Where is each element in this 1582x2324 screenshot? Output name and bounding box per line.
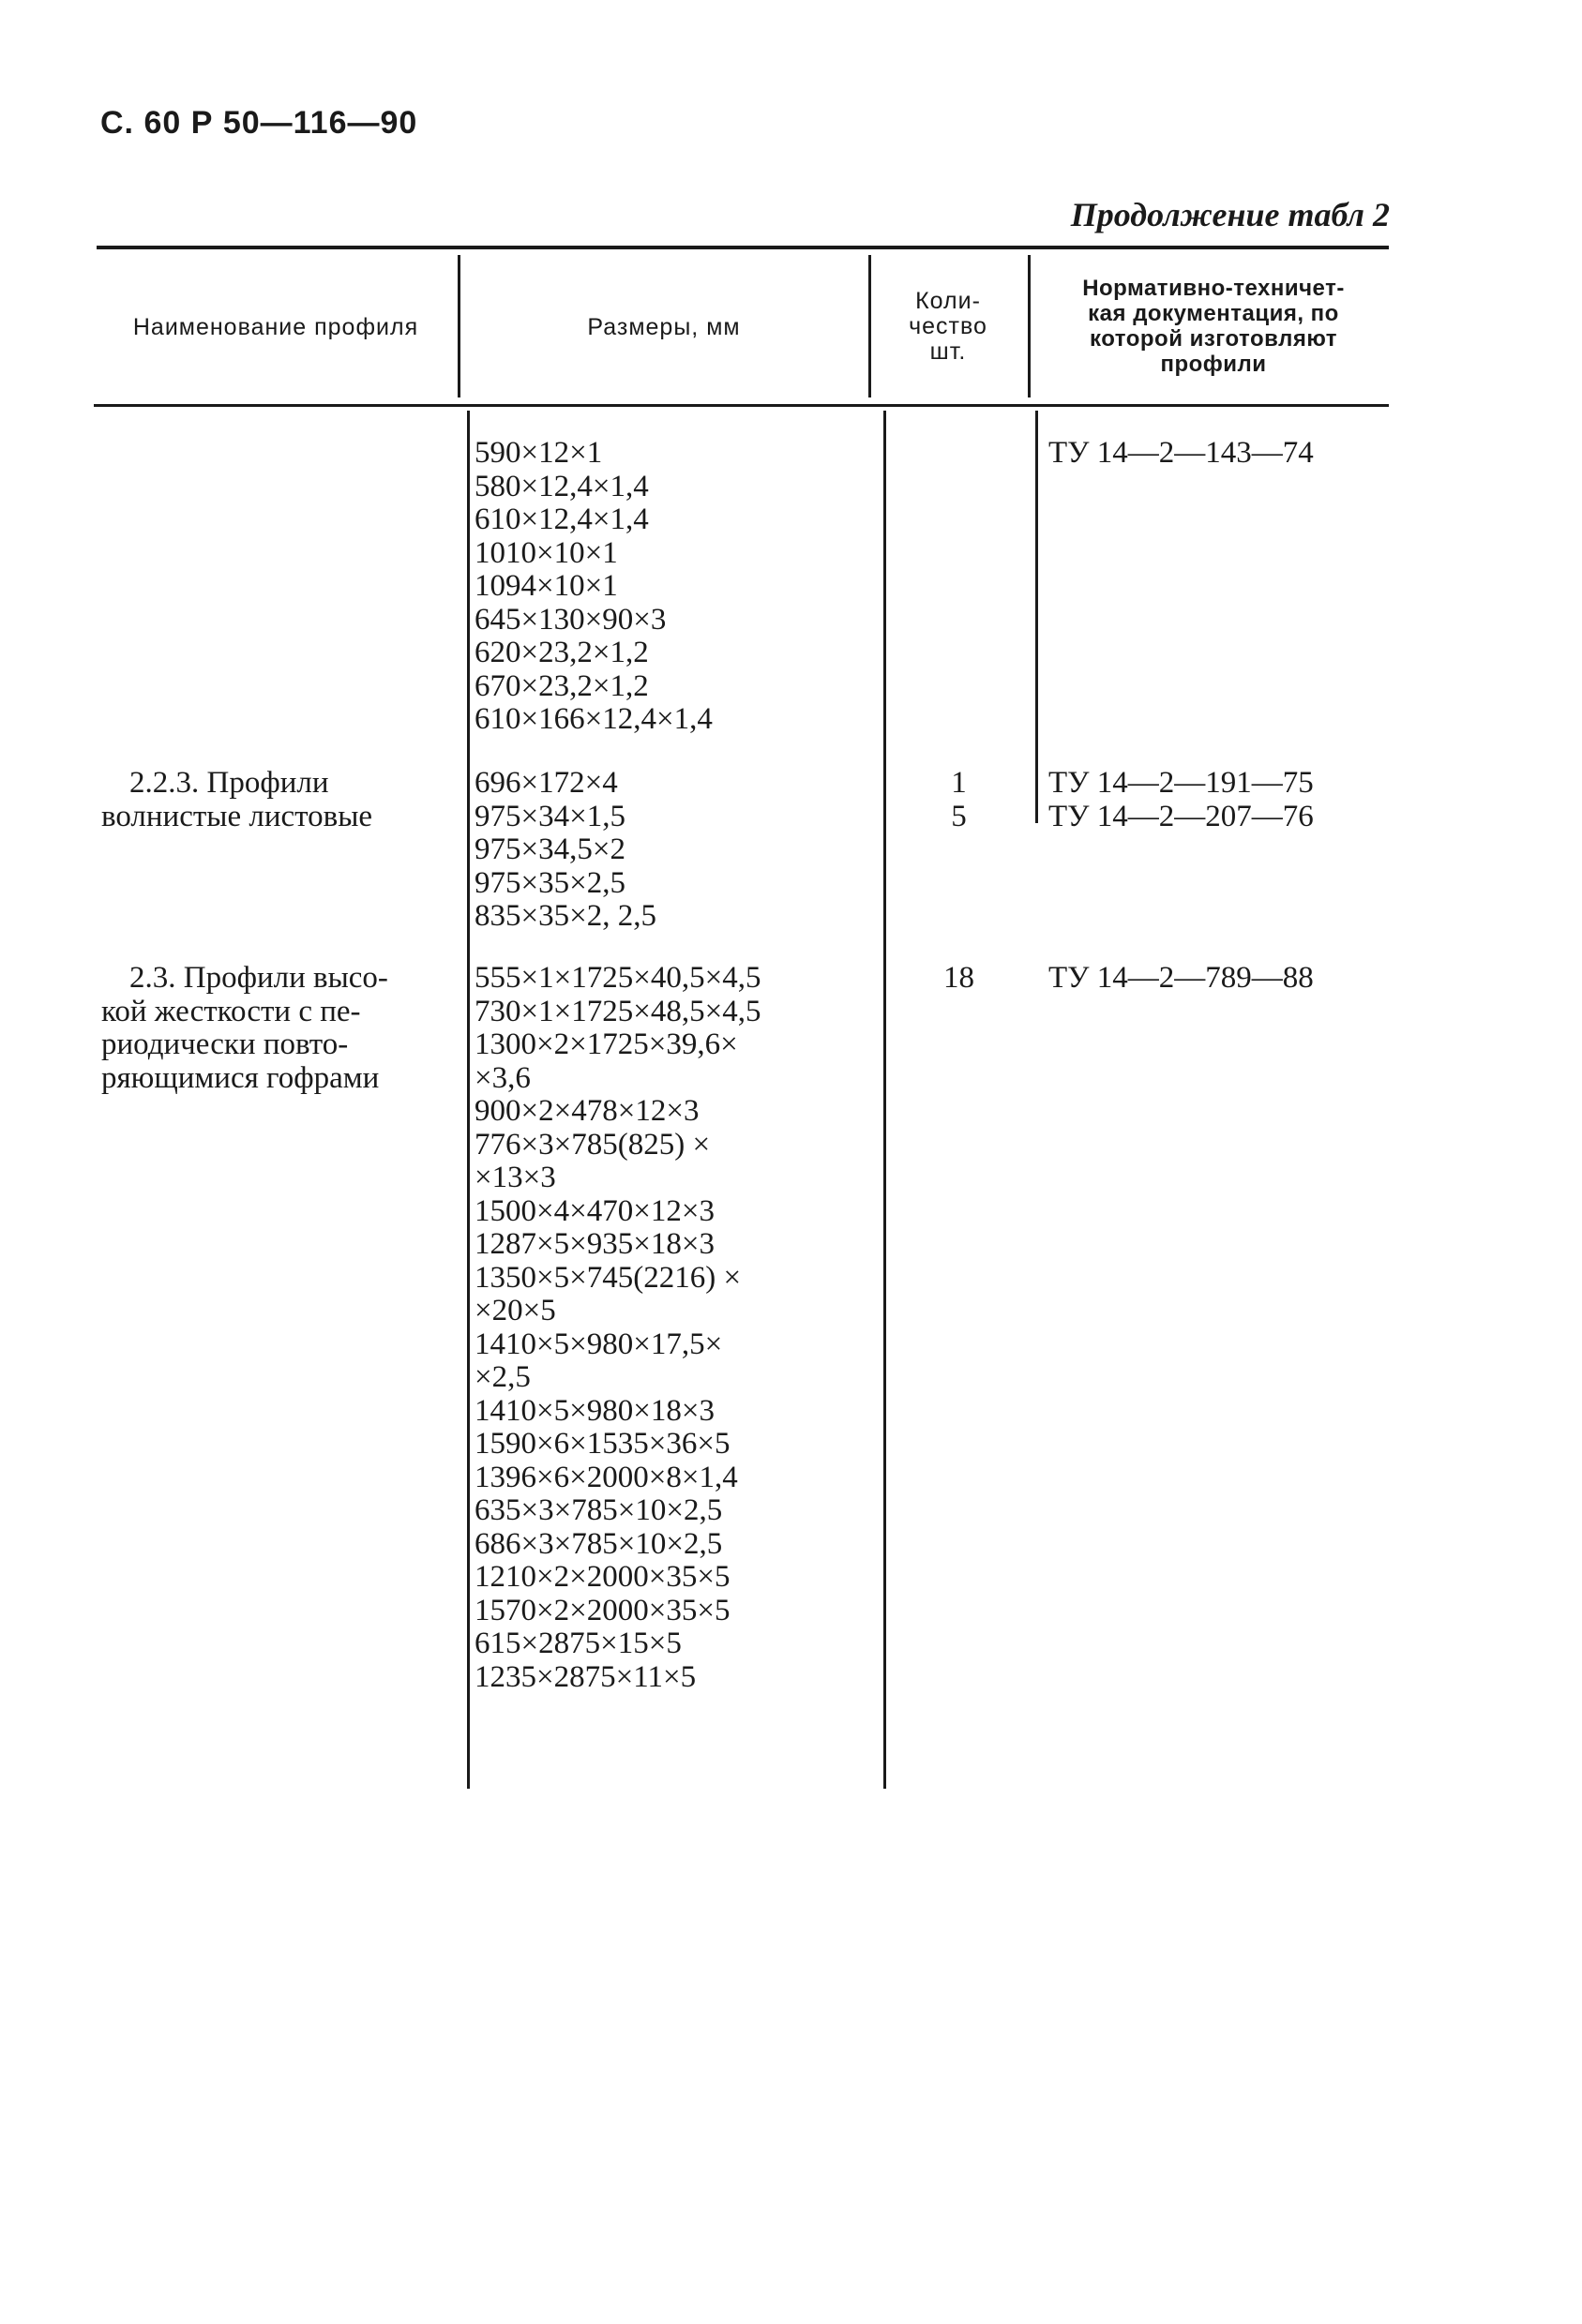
size-line: 555×1×1725×40,5×4,5 [475,961,761,995]
row-2-name [101,767,462,833]
header-documentation-line: которой изготовляют [1090,326,1337,352]
size-line: 1210×2×2000×35×5 [475,1560,731,1594]
row-3-sizes [475,962,761,1694]
header-documentation-line: профили [1160,352,1267,377]
size-line: 1410×5×980×18×3 [475,1393,715,1428]
row-1-documentation [1048,437,1314,471]
documentation-line: ТУ 14—2—143—74 [1048,436,1314,470]
size-line: 610×166×12,4×1,4 [475,702,713,736]
row-2-quantity [886,767,1032,833]
name-line: 2.3. Профили высо- [129,961,388,995]
size-line: ×3,6 [475,1060,531,1095]
quantity-line: 5 [951,799,967,833]
header-divider-1 [458,255,460,397]
size-line: 776×3×785(825) × [475,1127,711,1162]
documentation-line: ТУ 14—2—191—75 [1048,766,1314,800]
column-divider-1 [467,411,470,1789]
header-quantity-line: чество [909,313,987,339]
quantity-line: 18 [943,961,974,995]
documentation-line: ТУ 14—2—207—76 [1048,799,1314,833]
page-header: С. 60 Р 50—116—90 [100,105,418,141]
column-divider-2 [883,411,886,1789]
name-line: 2.2.3. Профили [129,766,329,800]
size-line: 615×2875×15×5 [475,1627,682,1660]
header-divider-2 [868,255,871,397]
header-documentation-line: Нормативно-техничет- [1082,276,1345,301]
row-3-quantity [886,962,1032,996]
size-line: 1396×6×2000×8×1,4 [475,1460,738,1494]
header-profile-name: Наименование профиля [132,314,419,340]
name-line: кой жесткости с пе- [101,994,361,1028]
size-line: 1410×5×980×17,5× [475,1327,723,1361]
size-line: 730×1×1725×48,5×4,5 [475,994,761,1028]
size-line: 1500×4×470×12×3 [475,1193,715,1228]
size-line: 696×172×4 [475,766,618,800]
header-quantity [872,289,1024,365]
table-continuation-label: Продолжение табл 2 [1070,196,1390,233]
size-line: 635×3×785×10×2,5 [475,1493,723,1527]
size-line: 975×35×2,5 [475,865,625,900]
header-documentation-line: кая документация, по [1088,301,1339,326]
size-line: 1350×5×745(2216) × [475,1260,742,1295]
header-quantity-line: Коли- [915,288,981,314]
size-line: 900×2×478×12×3 [475,1094,700,1128]
size-line: 580×12,4×1,4 [475,469,649,503]
row-3-documentation [1048,962,1314,996]
size-line: 645×130×90×3 [475,602,667,637]
table-top-rule [97,246,1389,249]
size-line: 590×12×1 [475,436,603,470]
row-2-documentation [1048,767,1314,833]
size-line: 610×12,4×1,4 [475,502,649,536]
size-line: 686×3×785×10×2,5 [475,1526,723,1561]
size-line: 1094×10×1 [475,569,618,603]
size-line: ×20×5 [475,1294,556,1327]
size-line: ×2,5 [475,1360,531,1394]
header-sizes: Размеры, мм [587,314,741,340]
size-line: 835×35×2, 2,5 [475,899,656,933]
name-line: риодически повто- [101,1027,349,1061]
size-line: 620×23,2×1,2 [475,636,649,669]
name-line: ряющимися гофрами [101,1060,380,1095]
table-header-rule [94,404,1389,407]
size-line: 1235×2875×11×5 [475,1659,697,1694]
size-line: 1010×10×1 [475,535,618,570]
column-divider-3 [1035,411,1038,823]
row-1-sizes [475,437,713,737]
quantity-line: 1 [951,766,967,800]
documentation-line: ТУ 14—2—789—88 [1048,961,1314,995]
size-line: 975×34,5×2 [475,832,625,866]
header-documentation [1041,276,1386,377]
header-divider-3 [1028,255,1031,397]
header-quantity-line: шт. [929,338,967,365]
size-line: 1300×2×1725×39,6× [475,1027,738,1061]
size-line: 1590×6×1535×36×5 [475,1427,731,1461]
size-line: 1287×5×935×18×3 [475,1227,715,1261]
size-line: 670×23,2×1,2 [475,668,649,703]
name-line: волнистые листовые [101,799,373,833]
row-2-sizes [475,767,656,934]
row-3-name [101,962,462,1095]
size-line: ×13×3 [475,1161,556,1194]
size-line: 975×34×1,5 [475,799,625,833]
size-line: 1570×2×2000×35×5 [475,1593,731,1627]
